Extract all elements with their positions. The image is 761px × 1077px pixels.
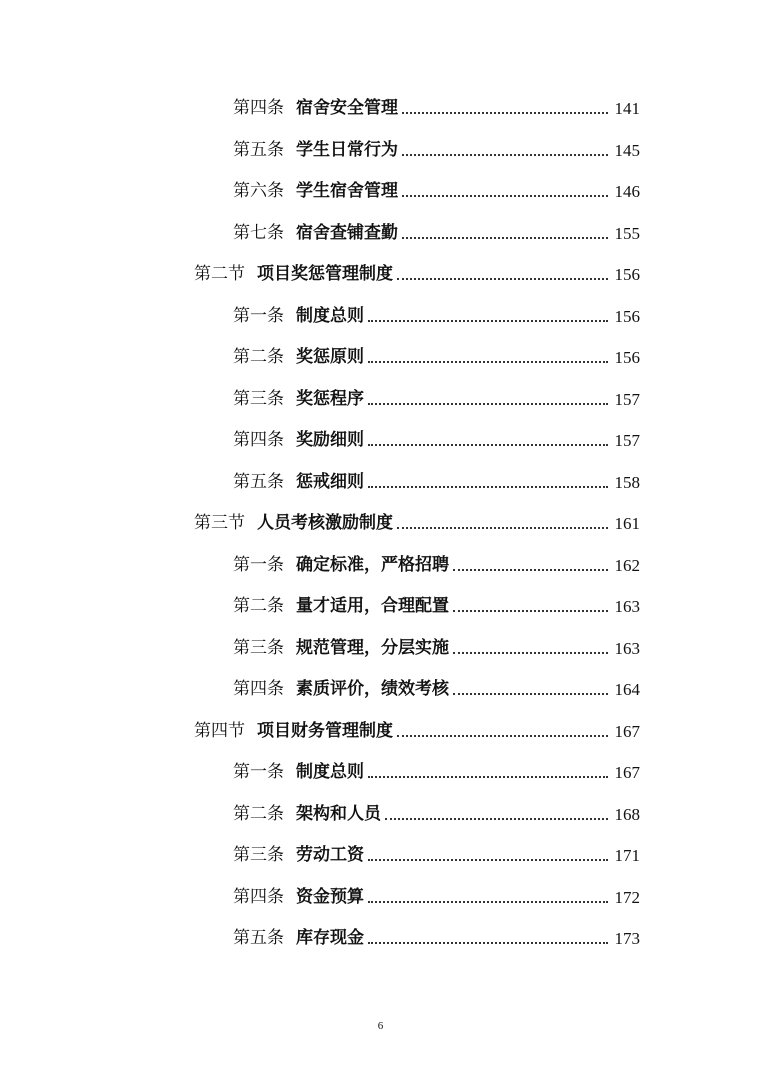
dot-leader bbox=[402, 100, 608, 117]
toc-entry-title: 奖惩原则 bbox=[296, 347, 364, 368]
toc-entry-number: 第四节 bbox=[194, 720, 245, 741]
toc-entry-page: 146 bbox=[614, 182, 640, 202]
toc-entry-title: 奖励细则 bbox=[296, 430, 364, 451]
toc-entry-page: 155 bbox=[614, 223, 640, 243]
toc-entry-title: 宿舍安全管理 bbox=[296, 98, 398, 119]
toc-entry-number: 第二条 bbox=[233, 347, 284, 368]
toc-entry-title: 素质评价，绩效考核 bbox=[296, 679, 449, 700]
toc-entry-number: 第四条 bbox=[233, 679, 284, 700]
toc-entry[interactable] bbox=[0, 628, 761, 670]
toc-entry-number: 第五条 bbox=[233, 471, 284, 492]
toc-entry[interactable] bbox=[0, 379, 761, 421]
toc-entry-number: 第五条 bbox=[233, 139, 284, 160]
dot-leader bbox=[368, 847, 608, 864]
toc-entry-page: 162 bbox=[614, 555, 640, 575]
toc-entry[interactable] bbox=[0, 752, 761, 794]
toc-entry[interactable] bbox=[0, 586, 761, 628]
toc-entry-number: 第四条 bbox=[233, 886, 284, 907]
toc-entry-page: 156 bbox=[614, 265, 640, 285]
toc-entry-page: 171 bbox=[614, 846, 640, 866]
toc-entry-title: 库存现金 bbox=[296, 928, 364, 949]
toc-entry[interactable] bbox=[0, 835, 761, 877]
toc-entry-title: 奖惩程序 bbox=[296, 388, 364, 409]
toc-entry-page: 163 bbox=[614, 638, 640, 658]
toc-entry-title: 量才适用，合理配置 bbox=[296, 596, 449, 617]
toc-entry-number: 第三条 bbox=[233, 388, 284, 409]
dot-leader bbox=[453, 681, 608, 698]
toc-entry-number: 第一条 bbox=[233, 305, 284, 326]
toc-entry[interactable] bbox=[0, 503, 761, 545]
toc-entry-page: 145 bbox=[614, 140, 640, 160]
toc-entry-number: 第四条 bbox=[233, 98, 284, 119]
toc-entry-page: 158 bbox=[614, 472, 640, 492]
toc-entry-page: 172 bbox=[614, 887, 640, 907]
toc-entry-number: 第一条 bbox=[233, 762, 284, 783]
dot-leader bbox=[368, 889, 608, 906]
toc-entry[interactable] bbox=[0, 171, 761, 213]
toc-entry-title: 规范管理，分层实施 bbox=[296, 637, 449, 658]
dot-leader bbox=[402, 225, 608, 242]
toc-entry-number: 第三节 bbox=[194, 513, 245, 534]
dot-leader bbox=[368, 432, 608, 449]
toc-entry[interactable] bbox=[0, 337, 761, 379]
dot-leader bbox=[368, 764, 608, 781]
toc-entry-number: 第二条 bbox=[233, 596, 284, 617]
toc-entry[interactable] bbox=[0, 296, 761, 338]
toc-entry-title: 学生宿舍管理 bbox=[296, 181, 398, 202]
dot-leader bbox=[368, 349, 608, 366]
toc-entry[interactable] bbox=[0, 88, 761, 130]
toc-entry-title: 架构和人员 bbox=[296, 803, 381, 824]
toc-entry-number: 第七条 bbox=[233, 222, 284, 243]
dot-leader bbox=[368, 391, 608, 408]
toc-entry-number: 第一条 bbox=[233, 554, 284, 575]
toc-entry-title: 项目财务管理制度 bbox=[257, 720, 393, 741]
toc-entry-title: 宿舍查铺查勤 bbox=[296, 222, 398, 243]
dot-leader bbox=[397, 723, 608, 740]
toc-entry-page: 156 bbox=[614, 348, 640, 368]
toc-entry-number: 第六条 bbox=[233, 181, 284, 202]
toc-entry[interactable] bbox=[0, 669, 761, 711]
toc-entry-title: 确定标准，严格招聘 bbox=[296, 554, 449, 575]
toc-entry-page: 173 bbox=[614, 929, 640, 949]
toc-entry[interactable] bbox=[0, 918, 761, 960]
toc-entry-page: 141 bbox=[614, 99, 640, 119]
dot-leader bbox=[402, 183, 608, 200]
toc-entry-number: 第二节 bbox=[194, 264, 245, 285]
toc-entry-number: 第五条 bbox=[233, 928, 284, 949]
toc-entry-page: 157 bbox=[614, 431, 640, 451]
dot-leader bbox=[368, 474, 608, 491]
toc-entry[interactable] bbox=[0, 877, 761, 919]
toc-entry-title: 制度总则 bbox=[296, 762, 364, 783]
toc-entry[interactable] bbox=[0, 711, 761, 753]
dot-leader bbox=[397, 515, 608, 532]
toc-entry-page: 157 bbox=[614, 389, 640, 409]
toc-entry-number: 第二条 bbox=[233, 803, 284, 824]
dot-leader bbox=[368, 930, 608, 947]
dot-leader bbox=[385, 806, 608, 823]
dot-leader bbox=[453, 598, 608, 615]
dot-leader bbox=[453, 557, 608, 574]
toc-entry-number: 第三条 bbox=[233, 637, 284, 658]
toc-entry-page: 161 bbox=[614, 514, 640, 534]
table-of-contents bbox=[0, 88, 761, 960]
toc-entry-title: 资金预算 bbox=[296, 886, 364, 907]
dot-leader bbox=[397, 266, 608, 283]
toc-entry-title: 项目奖惩管理制度 bbox=[257, 264, 393, 285]
toc-entry-title: 学生日常行为 bbox=[296, 139, 398, 160]
dot-leader bbox=[453, 640, 608, 657]
toc-entry-page: 164 bbox=[614, 680, 640, 700]
toc-entry[interactable] bbox=[0, 545, 761, 587]
toc-entry-page: 163 bbox=[614, 597, 640, 617]
toc-entry-page: 156 bbox=[614, 306, 640, 326]
toc-entry[interactable] bbox=[0, 462, 761, 504]
toc-entry-page: 167 bbox=[614, 721, 640, 741]
toc-entry-title: 人员考核激励制度 bbox=[257, 513, 393, 534]
dot-leader bbox=[368, 308, 608, 325]
toc-entry[interactable] bbox=[0, 130, 761, 172]
toc-entry[interactable] bbox=[0, 213, 761, 255]
toc-entry[interactable] bbox=[0, 254, 761, 296]
dot-leader bbox=[402, 142, 608, 159]
toc-entry-title: 劳动工资 bbox=[296, 845, 364, 866]
toc-entry-number: 第三条 bbox=[233, 845, 284, 866]
toc-entry-page: 168 bbox=[614, 804, 640, 824]
toc-entry[interactable] bbox=[0, 420, 761, 462]
toc-entry-title: 惩戒细则 bbox=[296, 471, 364, 492]
toc-entry-number: 第四条 bbox=[233, 430, 284, 451]
page-number: 6 bbox=[377, 1020, 384, 1032]
toc-entry-page: 167 bbox=[614, 763, 640, 783]
toc-entry[interactable] bbox=[0, 794, 761, 836]
toc-entry-title: 制度总则 bbox=[296, 305, 364, 326]
